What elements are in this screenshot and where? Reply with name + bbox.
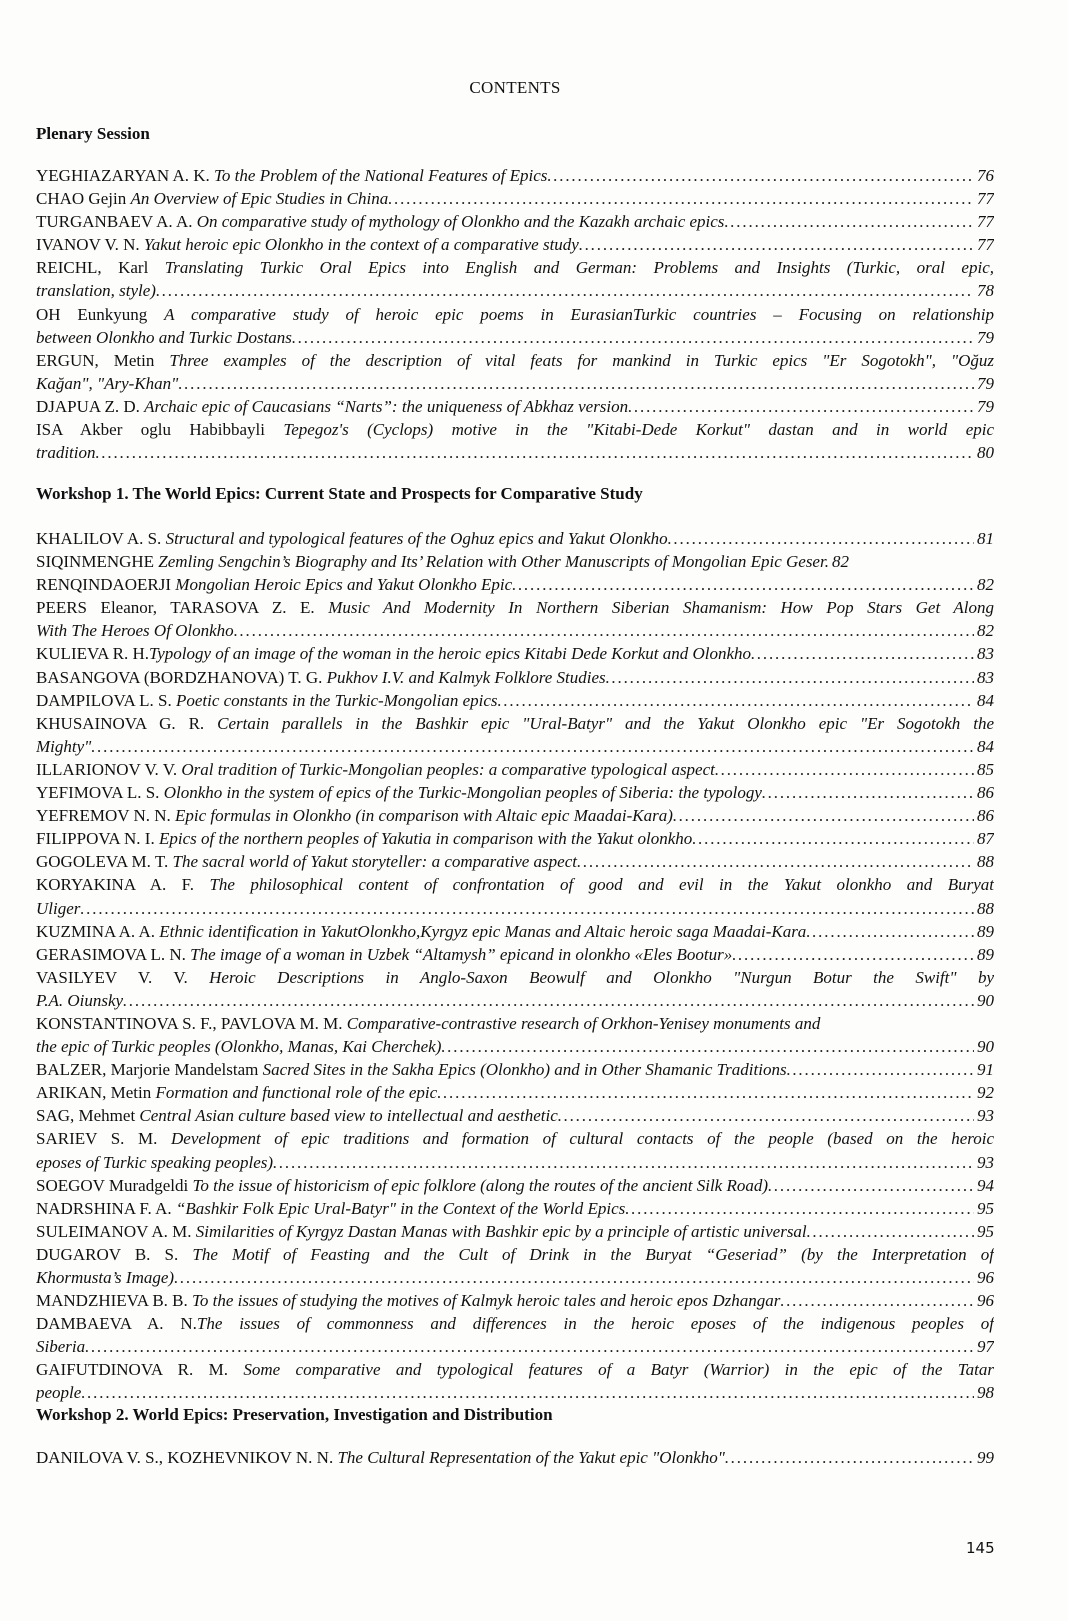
dot-leader [732,943,974,966]
page-ref: 79 [977,373,994,393]
toc-entry[interactable]: KORYAKINA A. F. The philosophical content of confrontation of good and evil in the Yakut olonkho and Buryat Uliger . . . 88 [36,873,994,919]
dot-leader [725,1446,974,1469]
plenary-entries [36,164,994,464]
dot-leader [91,735,974,758]
page-ref: 98 [977,1383,994,1403]
dot-leader [273,1151,974,1174]
page-ref: 89 [977,944,994,964]
toc-entry[interactable]: ERGUN, Metin Three examples of the description of vital feats for mankind in Turkic epics "Er Sogotokh", "Oğuz Kağan", "Ary-Khan" . . . 79 [36,349,994,395]
page-ref: 82 [831,552,849,572]
section-heading-workshop-2: Workshop 2. World Epics: Preservation, Investigation and Distribution [36,1405,553,1424]
dot-leader [498,689,975,712]
toc-entry[interactable]: MANDZHIEVA B. B. To the issues of studying the motives of Kalmyk heroic tales and heroic epos Dzhangar . . . 96 [36,1289,994,1312]
toc-entry[interactable]: BASANGOVA (BORDZHANOVA) T. G. Pukhov I.V. and Kalmyk Folklore Studies . . . 83 [36,666,994,689]
page-ref: 91 [977,1060,994,1080]
page-ref: 87 [977,829,994,849]
page-ref: 80 [977,443,994,463]
toc-entry[interactable]: KHALILOV A. S. Structural and typological features of the Oghuz epics and Yakut Olonkho . . . 81 [36,527,994,550]
page-ref: 86 [977,783,994,803]
page-ref: 93 [977,1106,994,1126]
page-ref: 88 [977,898,994,918]
page-ref: 96 [977,1291,994,1311]
dot-leader [673,804,974,827]
toc-entry[interactable]: KONSTANTINOVA S. F., PAVLOVA M. M. Comparative-contrastive research of Orkhon-Yenisey monuments and the epic of Turkic peoples (Olonkho, Manas, Kai Cherchek) . . . 90 [36,1012,994,1058]
page-ref: 77 [977,189,994,209]
toc-entry[interactable]: SIQINMENGHE Zemling Sengchin’s Biography and Its’ Relation with Other Manuscripts of Mongolian Epic Geser. 82 [36,550,994,573]
dot-leader [81,1381,974,1404]
dot-leader [577,850,974,873]
dot-leader [606,666,974,689]
page-title: CONTENTS [469,78,561,97]
dot-leader [441,1035,974,1058]
page-ref: 84 [977,736,994,756]
dot-leader [123,989,974,1012]
page-ref: 82 [977,575,994,595]
dot-leader [234,619,974,642]
toc-entry[interactable]: BALZER, Marjorie Mandelstam Sacred Sites in the Sakha Epics (Olonkho) and in Other Shamanic Traditions . . . 91 [36,1058,994,1081]
toc-entry[interactable]: ISA Akber oglu Habibbayli Tepegoz's (Cyclops) motive in the "Kitabi-Dede Korkut" dastan and in world epic tradition . . . 80 [36,418,994,464]
toc-entry[interactable]: SAG, Mehmet Central Asian culture based view to intellectual and aesthetic . . . 93 [36,1104,994,1127]
toc-entry[interactable]: VASILYEV V. V. Heroic Descriptions in Anglo-Saxon Beowulf and Olonkho "Nurgun Botur the Swift" by P.A. Oiunsky . . . 90 [36,966,994,1012]
page-ref: 96 [977,1268,994,1287]
dot-leader [751,642,974,665]
toc-entry[interactable]: DANILOVA V. S., KOZHEVNIKOV N. N. The Cultural Representation of the Yakut epic "Olonkho" . . . 99 [36,1446,994,1469]
page-ref: 88 [977,852,994,872]
page-ref: 92 [977,1083,994,1103]
dot-leader [178,372,974,395]
dot-leader [628,395,974,418]
toc-entry[interactable]: ILLARIONOV V. V. Oral tradition of Turkic-Mongolian peoples: a comparative typological aspect . . . 85 [36,758,994,781]
page-ref: 85 [977,759,994,779]
page-ref: 89 [977,921,994,941]
toc-entry[interactable]: GAIFUTDINOVA R. M. Some comparative and typological features of a Batyr (Warrior) in the epic of the Tatar people . . . 98 [36,1358,994,1404]
toc-entry[interactable]: SOEGOV Muradgeldi To the issue of historicism of epic folklore (along the routes of the ancient Silk Road) . . . 94 [36,1174,994,1197]
page-ref: 95 [977,1221,994,1241]
dot-leader [292,326,974,349]
page-ref: 77 [977,212,994,232]
toc-entry[interactable]: ARIKAN, Metin Formation and functional role of the epic . . . 92 [36,1081,994,1104]
toc-entry[interactable]: GOGOLEVA M. T. The sacral world of Yakut storyteller: a comparative aspect . . . 88 [36,850,994,873]
page-ref: 78 [977,281,994,301]
page-number: 145 [966,1539,995,1557]
page-ref: 93 [977,1152,994,1172]
dot-leader [512,573,974,596]
dot-leader [174,1266,974,1289]
dot-leader [437,1081,974,1104]
page-ref: 84 [977,690,994,710]
toc-entry[interactable]: YEFREMOV N. N. Epic formulas in Olonkho (in comparison with Altaic epic Maadai-Kara) . . . 86 [36,804,994,827]
page-ref: 90 [977,990,994,1010]
dot-leader [558,1104,974,1127]
page-ref: 97 [977,1337,994,1357]
toc-entry[interactable]: KHUSAINOVA G. R. Certain parallels in the Bashkir epic "Ural-Batyr" and the Yakut Olonkho epic "Er Sogotokh the Mighty" . . . 84 [36,712,994,758]
page-ref: 82 [977,621,994,641]
dot-leader [724,210,974,233]
page-ref: 90 [977,1037,994,1057]
page-ref: 86 [977,806,994,826]
toc-entry[interactable]: DAMBAEVA A. N.The issues of commonness and differences in the heroic eposes of the indigenous peoples of Siberia . . . 97 [36,1312,994,1358]
page-ref: 79 [977,396,994,416]
dot-leader [85,1335,974,1358]
page-ref: 76 [977,166,994,185]
dot-leader [625,1197,974,1220]
toc-entry[interactable]: YEGHIAZARYAN A. K. To the Problem of the National Features of Epics . . . 76 [36,164,994,187]
dot-leader [668,527,974,550]
toc-entry[interactable]: YEFIMOVA L. S. Olonkho in the system of epics of the Turkic-Mongolian peoples of Siberia: the typology . . . 86 [36,781,994,804]
page-ref: 77 [977,235,994,255]
toc-entry[interactable]: PEERS Eleanor, TARASOVA Z. E. Music And Modernity In Northern Siberian Shamanism: How Pop Stars Get Along With The Heroes Of Olonkho . . . 82 [36,596,994,642]
page-ref: 83 [977,644,994,664]
toc-entry[interactable]: FILIPPOVA N. I. Epics of the northern peoples of Yakutia in comparison with the Yakut olonkho . . . 87 [36,827,994,850]
toc-entry[interactable]: GERASIMOVA L. N. The image of a woman in Uzbek “Altamysh” epicand in olonkho «Eles Bootur» . . . 89 [36,943,994,966]
toc-entry[interactable]: KULIEVA R. H.Typology of an image of the woman in the heroic epics Kitabi Dede Korkut and Olonkho . . . 83 [36,642,994,665]
toc-entry[interactable]: SARIEV S. M. Development of epic traditions and formation of cultural contacts of the people (based on the heroic eposes of Turkic speaking peoples) . . . 93 [36,1127,994,1173]
toc-entry[interactable]: REICHL, Karl Translating Turkic Oral Epics into English and German: Problems and Insights (Turkic, oral epic, translation, style) . . . 78 [36,256,994,302]
dot-leader [780,1289,974,1312]
dot-leader [547,164,974,187]
toc-entry[interactable]: DJAPUA Z. D. Archaic epic of Caucasians “Narts”: the uniqueness of Abkhaz version . . . 79 [36,395,994,418]
dot-leader [579,233,974,256]
toc-entry[interactable]: DUGAROV B. S. The Motif of Feasting and the Cult of Drink in the Buryat “Geseriad” (by the Interpretation of Khormusta’s Image) . . . 96 [36,1243,994,1289]
section-heading-plenary: Plenary Session [36,124,150,143]
toc-entry[interactable]: DAMPILOVA L. S. Poetic constants in the Turkic-Mongolian epics . . . 84 [36,689,994,712]
dot-leader [692,827,974,850]
dot-leader [807,1220,974,1243]
dot-leader [715,758,974,781]
toc-entry[interactable]: IVANOV V. N. Yakut heroic epic Olonkho in the context of a comparative study . . . 77 [36,233,994,256]
toc-entry[interactable]: RENQINDAOERJI Mongolian Heroic Epics and Yakut Olonkho Epic . . . 82 [36,573,994,596]
page-ref: 94 [977,1175,994,1195]
toc-entry[interactable]: KUZMINA A. A. Ethnic identification in YakutOlonkho,Kyrgyz epic Manas and Altaic heroic saga Maadai-Kara . . . 89 [36,920,994,943]
page-ref: 79 [977,327,994,347]
toc-entry[interactable]: SULEIMANOV A. M. Similarities of Kyrgyz Dastan Manas with Bashkir epic by a principle of artistic universal . . . 95 [36,1220,994,1243]
workshop-2-entries [36,1446,994,1469]
toc-entry[interactable]: TURGANBAEV A. A. On comparative study of mythology of Olonkho and the Kazakh archaic epics . . . 77 [36,210,994,233]
dot-leader [787,1058,974,1081]
section-heading-workshop-1: Workshop 1. The World Epics: Current State and Prospects for Comparative Study [36,484,643,503]
dot-leader [768,1174,974,1197]
page-ref: 83 [977,667,994,687]
dot-leader [806,920,974,943]
dot-leader [96,441,974,464]
page-ref: 99 [977,1448,994,1467]
toc-entry[interactable]: OH Eunkyung A comparative study of heroic epic poems in EurasianTurkic countries – Focusing on relationship between Olonkho and Turkic Dostans . . . 79 [36,303,994,349]
dot-leader [388,187,974,210]
toc-entry[interactable]: NADRSHINA F. A. “Bashkir Folk Epic Ural-Batyr" in the Context of the World Epics . . . 95 [36,1197,994,1220]
dot-leader [156,279,974,302]
dot-leader [762,781,974,804]
toc-entry[interactable]: CHAO Gejin An Overview of Epic Studies in China . . . 77 [36,187,994,210]
workshop-1-entries [36,527,994,1405]
page-ref: 81 [977,529,994,548]
page-ref: 95 [977,1198,994,1218]
dot-leader [80,897,974,920]
